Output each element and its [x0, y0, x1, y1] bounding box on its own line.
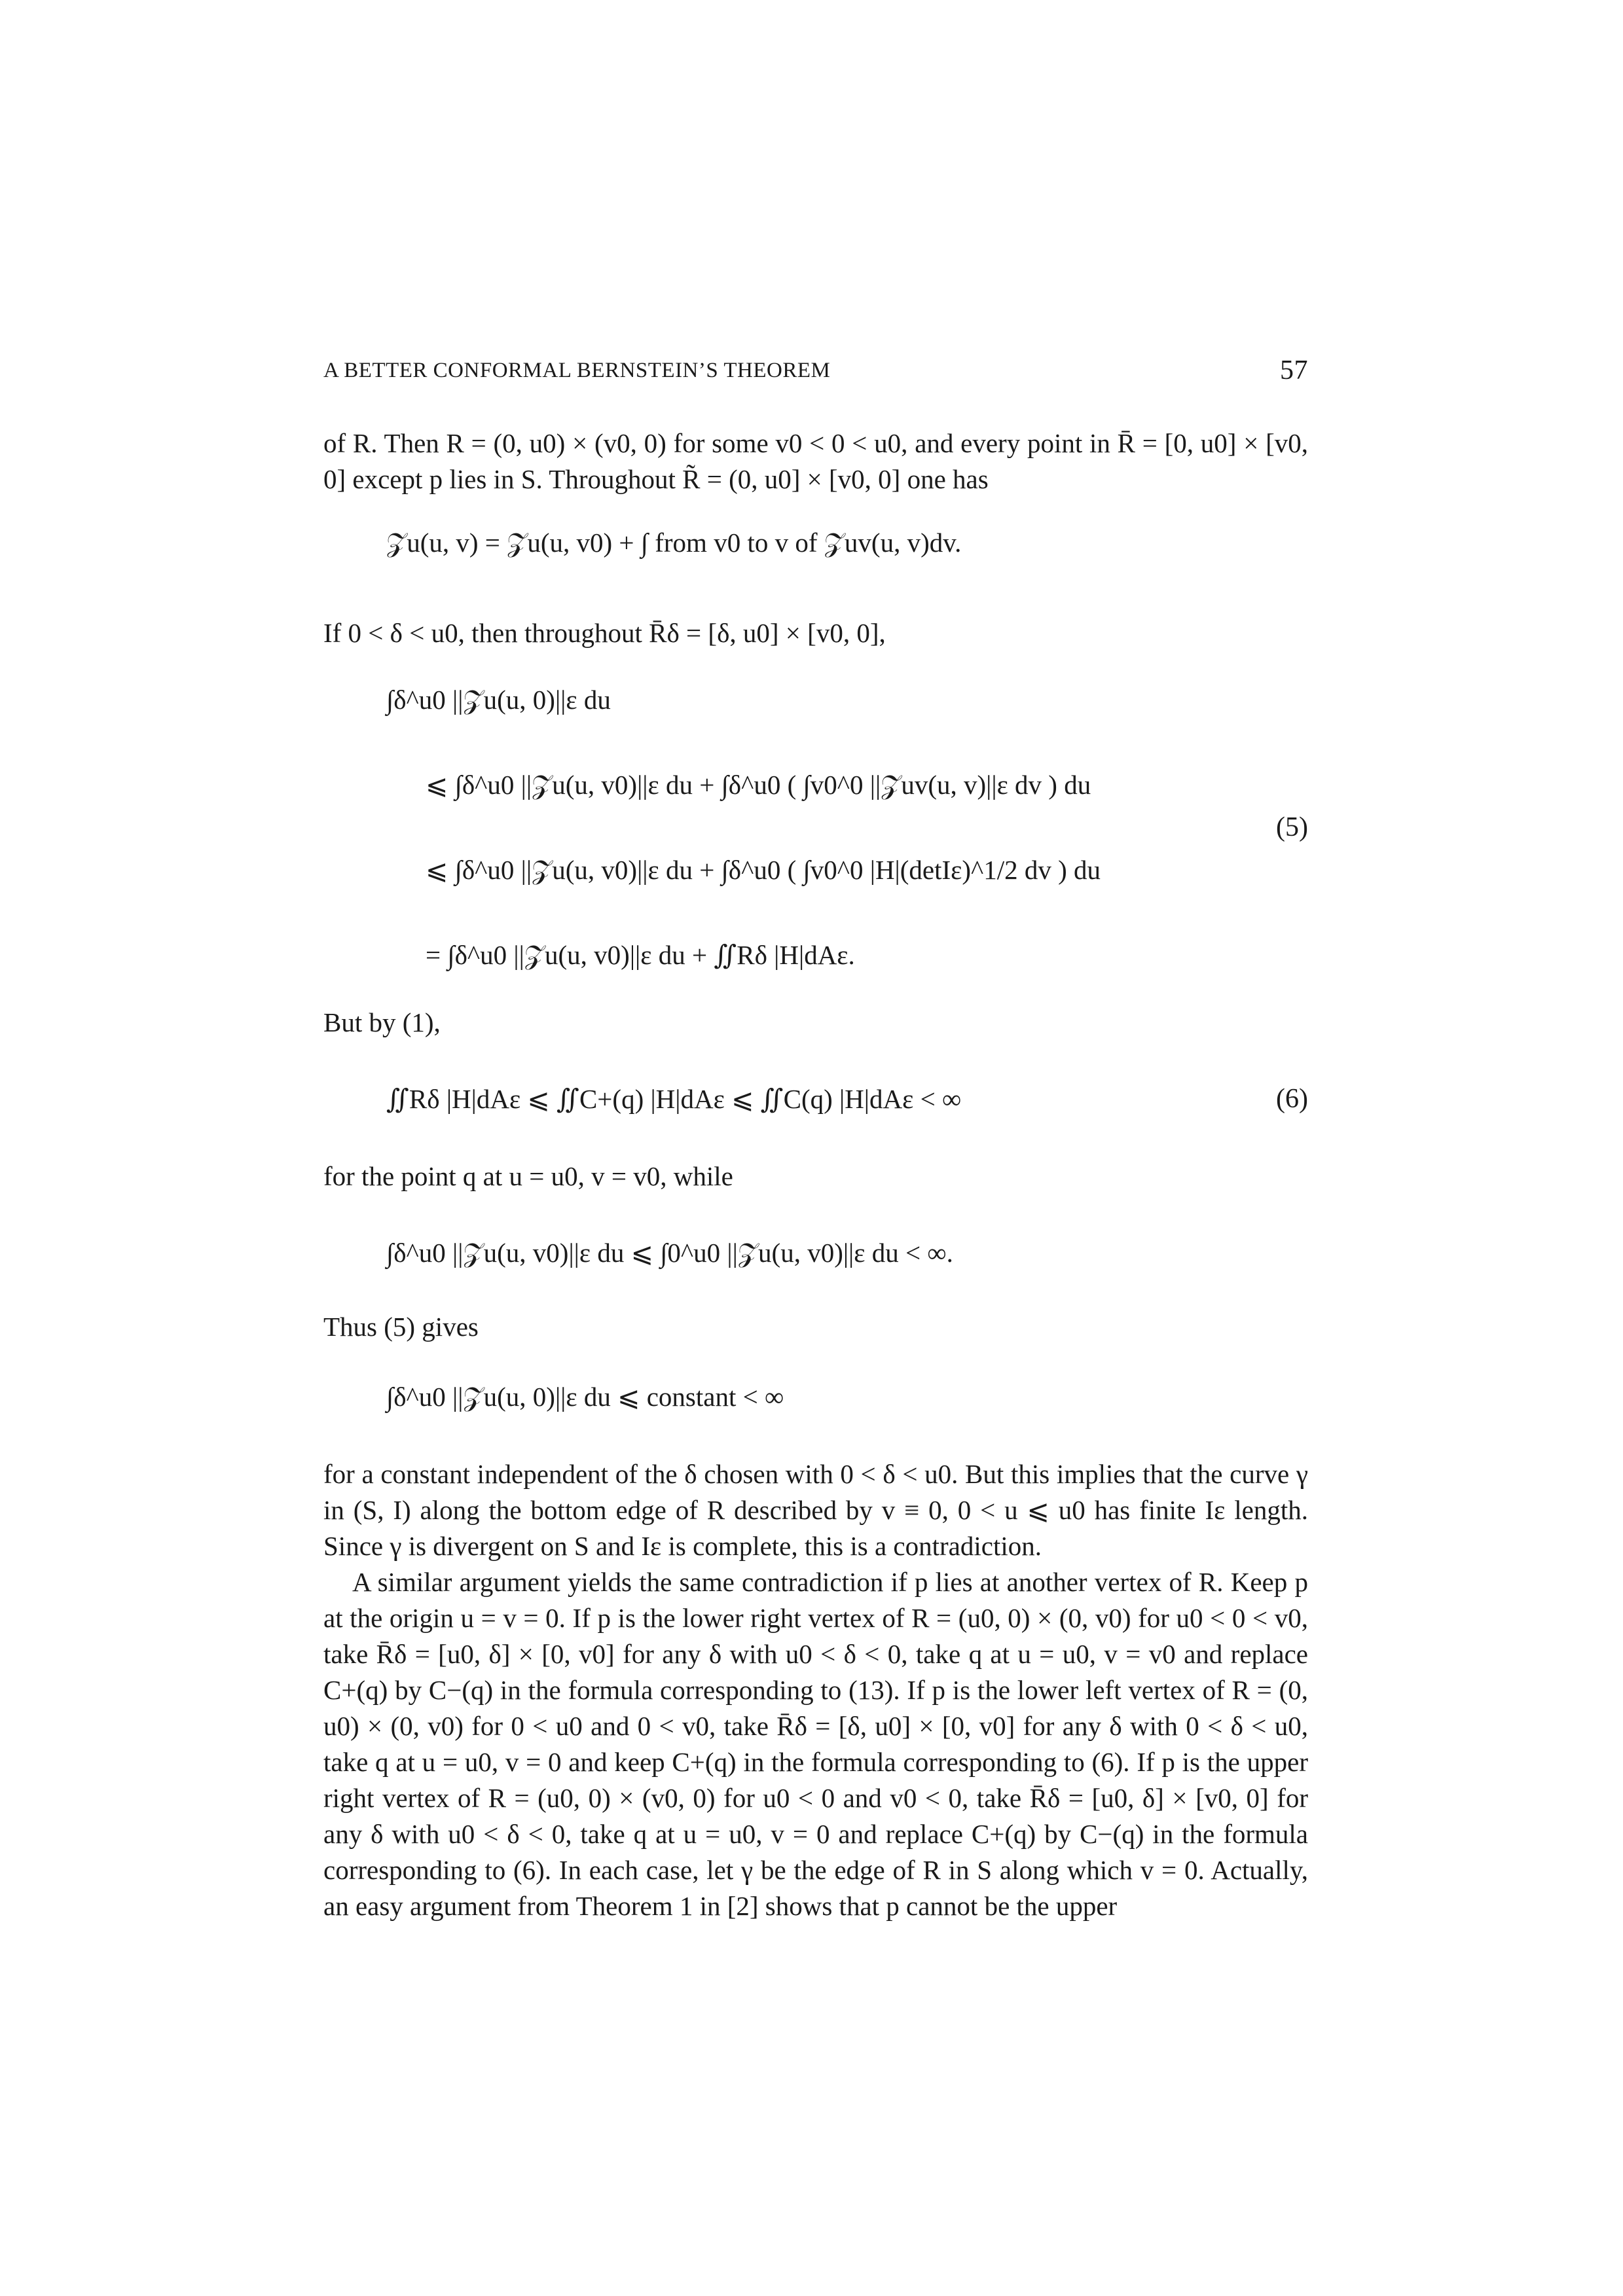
paragraph-2-text: If 0 < δ < u0, then throughout R̄δ = [δ, u0] × [v0, 0], — [323, 618, 886, 648]
paragraph-4-text: for the point q at u = u0, v = v0, while — [323, 1161, 733, 1191]
paragraph-4 — [323, 1158, 1308, 1194]
equation-zu-text: 𝒵u(u, v) = 𝒵u(u, v0) + ∫ from v0 to v of 𝒵uv(u, v)dv. — [386, 528, 962, 558]
equation-5-line-4: = ∫δ^u0 ||𝒵u(u, v0)||ε du + ∬Rδ |H|dAε. — [426, 940, 855, 970]
equation-7 — [386, 1237, 953, 1269]
header-title: A BETTER CONFORMAL BERNSTEIN’S THEOREM — [323, 359, 831, 382]
paragraph-6 — [323, 1456, 1308, 1564]
equation-8-text: ∫δ^u0 ||𝒵u(u, 0)||ε du ⩽ constant < ∞ — [386, 1382, 784, 1412]
paragraph-3 — [323, 1005, 1308, 1041]
equation-5-line-2: ⩽ ∫δ^u0 ||𝒵u(u, v0)||ε du + ∫δ^u0 ( ∫v0^0 ||𝒵uv(u, v)||ε dv ) du — [426, 770, 1091, 800]
paragraph-7-text: A similar argument yields the same contradiction if p lies at another vertex of R. Keep p at the origin u = v = 0. If p is the lower right vertex of R = (u0, 0) × (0, v0) for u0 < 0 < v0, take R̄δ = [u0, δ] × [0, v0] for any δ with u0 < δ < 0, take q at u = u0, v = v0 and replace C+(q) by C−(q) in the formula corresponding to (13). If p is the lower left vertex of R = (0, u0) × (0, v0) for 0 < u0 and 0 < v0, take R̄δ = [δ, u0] × [0, v0] for any δ with 0 < δ < u0, take q at u = u0, v = 0 and keep C+(q) in the formula corresponding to (6). If p is the upper right vertex of R = (u0, 0) × (v0, 0) for u0 < 0 and v0 < 0, take R̄δ = [u0, δ] × [v0, 0] for any δ with u0 < δ < 0, take q at u = u0, v = 0 and replace C+(q) by C−(q) in the formula corresponding to (6). In each case, let γ be the edge of R in S along which v = 0. Actually, an easy argument from Theorem 1 in [2] shows that p cannot be the upper — [323, 1567, 1308, 1921]
equation-6-text: ∬Rδ |H|dAε ⩽ ∬C+(q) |H|dAε ⩽ ∬C(q) |H|dAε < ∞ — [386, 1084, 962, 1114]
paragraph-3-text: But by (1), — [323, 1007, 441, 1037]
page-number: 57 — [1280, 355, 1308, 386]
paragraph-1-text: of R. Then R = (0, u0) × (v0, 0) for some v0 < 0 < u0, and every point in R̄ = [0, u0] × [v0, 0] except p lies in S. Throughout R̃ = (0, u0] × [v0, 0] one has — [323, 428, 1308, 494]
paragraph-2 — [323, 615, 1308, 651]
equation-8 — [386, 1381, 784, 1413]
equation-7-text: ∫δ^u0 ||𝒵u(u, v0)||ε du ⩽ ∫0^u0 ||𝒵u(u, v0)||ε du < ∞. — [386, 1238, 953, 1268]
paragraph-6-text: for a constant independent of the δ chosen with 0 < δ < u0. But this implies that the curve γ in (S, I) along the bottom edge of R described by v ≡ 0, 0 < u ⩽ u0 has finite Iε length. Since γ is divergent on S and Iε is complete, this is a contradiction. — [323, 1459, 1308, 1561]
equation-5-line-3: ⩽ ∫δ^u0 ||𝒵u(u, v0)||ε du + ∫δ^u0 ( ∫v0^0 |H|(detIε)^1/2 dv ) du — [426, 855, 1101, 885]
equation-zu — [386, 527, 961, 559]
paragraph-5-text: Thus (5) gives — [323, 1312, 479, 1342]
paragraph-5 — [323, 1309, 1308, 1345]
equation-6-number: (6) — [1276, 1084, 1308, 1114]
equation-5-number: (5) — [1276, 812, 1308, 842]
equation-5-line-1: ∫δ^u0 ||𝒵u(u, 0)||ε du — [386, 685, 611, 715]
running-header — [323, 355, 1308, 386]
paragraph-1 — [323, 425, 1308, 497]
paragraph-7 — [323, 1564, 1308, 1924]
